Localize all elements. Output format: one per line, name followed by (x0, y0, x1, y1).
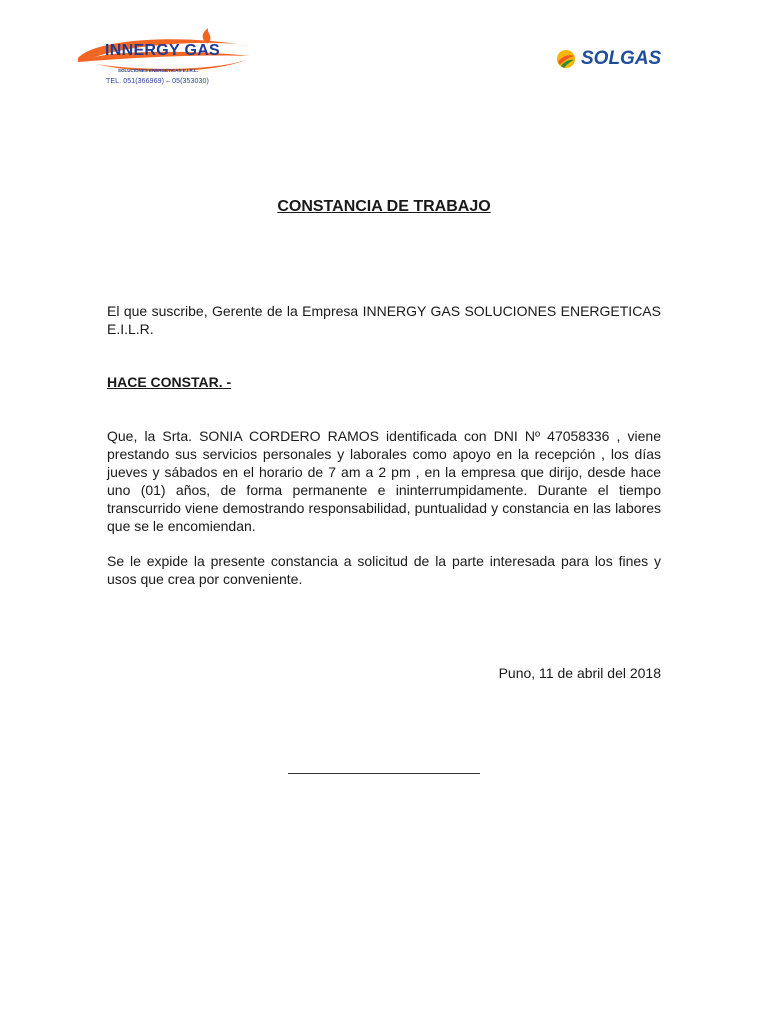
solgas-logo (553, 40, 683, 80)
closing-paragraph: Se le expide la presente constancia a solicitud de la parte interesada para los fines y usos que crea por conveniente. (107, 553, 661, 587)
solgas-sun-icon (555, 48, 577, 70)
signature-line (288, 773, 480, 774)
innergy-gas-wordmark: INNERGY GAS (105, 42, 221, 59)
phone-numbers: TEL. 051(366969) – 05(353030) (106, 78, 209, 85)
intro-paragraph: El que suscribe, Gerente de la Empresa INNERGY GAS SOLUCIONES ENERGETICAS E.I.L.R. (107, 303, 661, 337)
innergy-gas-tagline: SOLUCIONES ENERGÉTICAS E.I.R.L. (118, 68, 199, 73)
document-title: CONSTANCIA DE TRABAJO (277, 198, 491, 215)
solgas-wordmark: SOLGAS (581, 48, 662, 69)
hace-constar-heading: HACE CONSTAR. - (107, 374, 232, 390)
body-paragraph: Que, la Srta. SONIA CORDERO RAMOS identificada con DNI Nº 47058336 , viene prestando sus servicios personales y laborales como apoyo en la recepción , los días jueves y sábados en el horario de 7 am a 2 pm , en la empresa que dirijo, desde hace uno (01) años, de forma permanente e ininterrumpidamente. Durante el tiempo transcurrido viene demostrando responsabilidad, puntualidad y constancia en las labores que se le encomiendan. (107, 428, 661, 534)
place-date: Puno, 11 de abril del 2018 (498, 665, 661, 681)
